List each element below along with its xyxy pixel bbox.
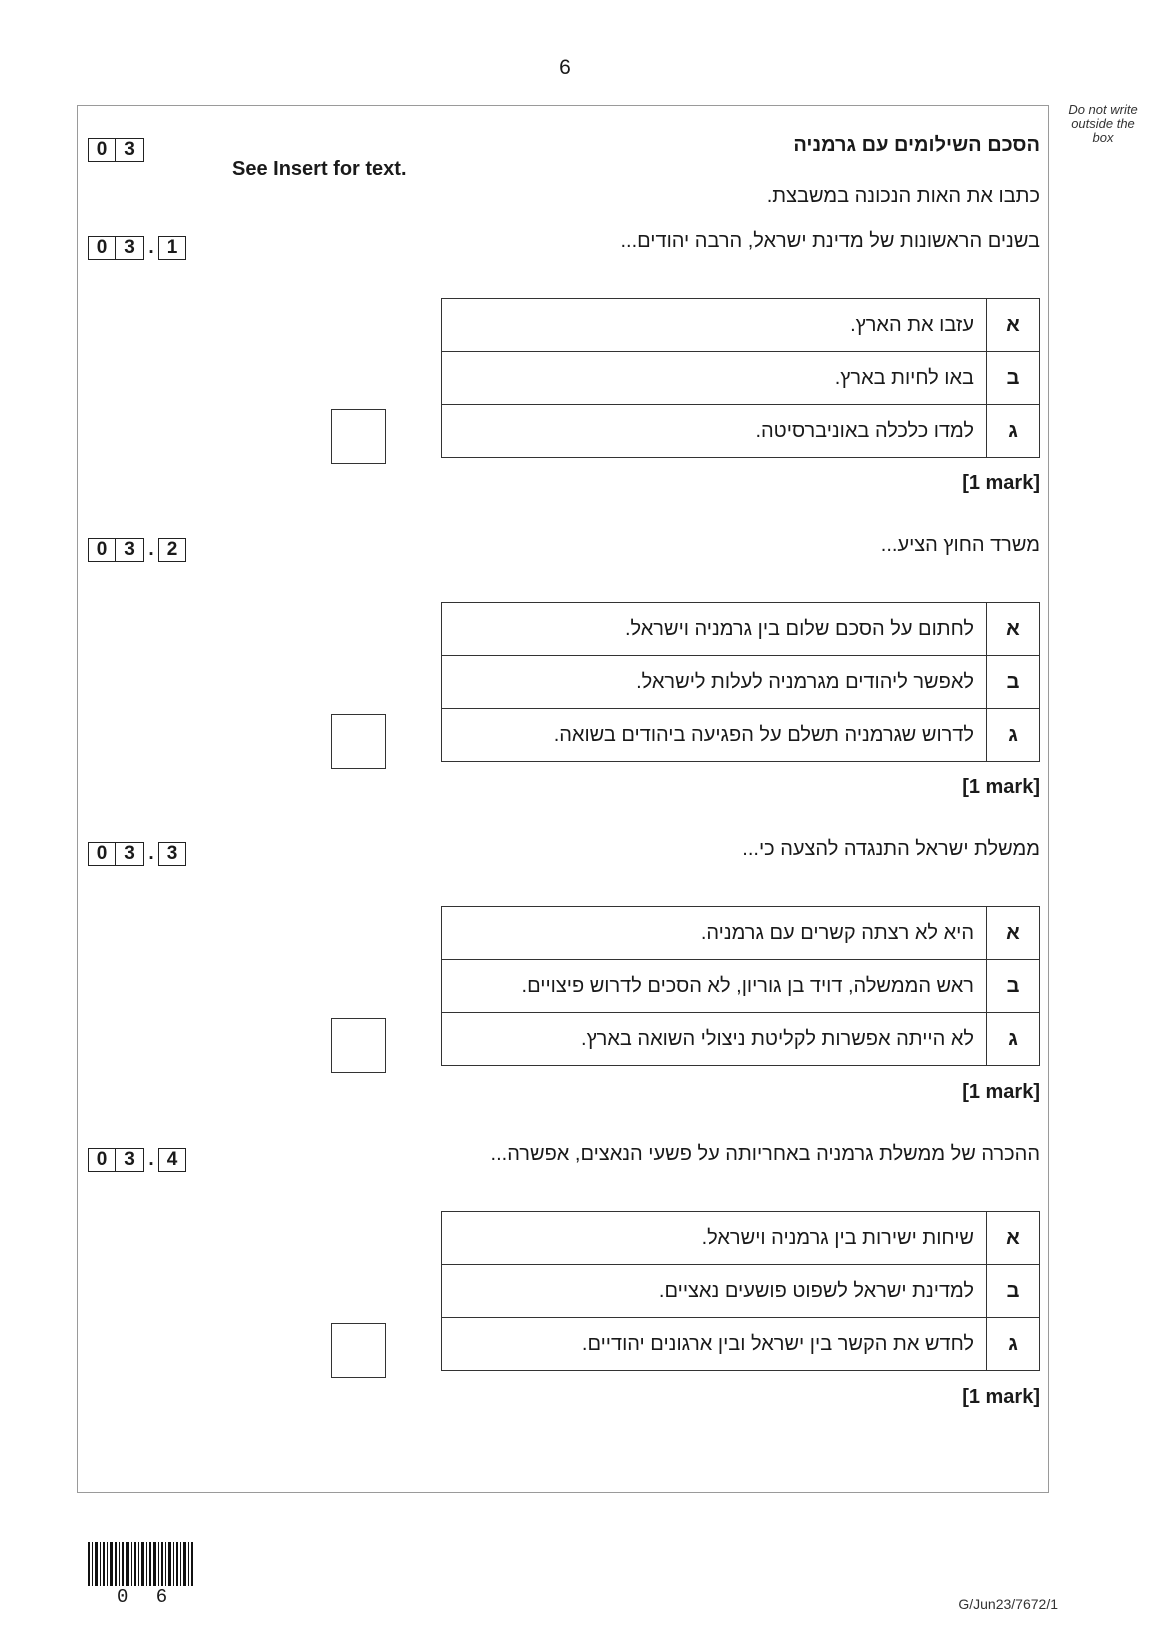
question-number-03-4 bbox=[88, 1148, 186, 1172]
question-number-digit: 3 bbox=[116, 842, 144, 866]
option-letter: א bbox=[987, 1212, 1040, 1265]
option-row bbox=[442, 603, 1040, 656]
options-table bbox=[441, 602, 1040, 762]
option-text: לדרוש שגרמניה תשלם על הפגיעה ביהודים בשואה. bbox=[442, 709, 987, 762]
option-row bbox=[442, 1212, 1040, 1265]
question-number-digit: 0 bbox=[88, 236, 116, 260]
question-stem: ההכרה של ממשלת גרמניה באחריותה על פשעי הנאצים, אפשרה... bbox=[490, 1143, 1040, 1165]
paper-reference: G/Jun23/7672/1 bbox=[958, 1596, 1058, 1612]
option-row bbox=[442, 1318, 1040, 1371]
section-number-digit: 0 bbox=[88, 138, 116, 162]
instruction: כתבו את האות הנכונה במשבצת. bbox=[766, 185, 1040, 207]
section-title: הסכם השילומים עם גרמניה bbox=[793, 134, 1040, 156]
option-text: לחתום על הסכם שלום בין גרמניה וישראל. bbox=[442, 603, 987, 656]
option-row bbox=[442, 352, 1040, 405]
mark-label: [1 mark] bbox=[962, 472, 1040, 494]
answer-box-03-3[interactable] bbox=[331, 1018, 386, 1073]
margin-note: Do not write outside the box bbox=[1068, 102, 1138, 145]
option-letter: ג bbox=[987, 1318, 1040, 1371]
mark-label: [1 mark] bbox=[962, 1386, 1040, 1408]
option-row bbox=[442, 960, 1040, 1013]
option-row bbox=[442, 1265, 1040, 1318]
mark-label: [1 mark] bbox=[962, 776, 1040, 798]
question-number-digit: 0 bbox=[88, 538, 116, 562]
question-number-digit: 0 bbox=[88, 1148, 116, 1172]
option-letter: ב bbox=[987, 656, 1040, 709]
question-number-03-1 bbox=[88, 236, 186, 260]
option-text: למדו כלכלה באוניברסיטה. bbox=[442, 405, 987, 458]
question-number-dot: . bbox=[148, 1149, 154, 1170]
option-letter: ג bbox=[987, 405, 1040, 458]
question-number-digit: 4 bbox=[158, 1148, 186, 1172]
option-letter: א bbox=[987, 299, 1040, 352]
question-number-digit: 1 bbox=[158, 236, 186, 260]
see-insert-note: See Insert for text. bbox=[232, 158, 407, 180]
option-text: שיחות ישירות בין גרמניה וישראל. bbox=[442, 1212, 987, 1265]
question-number-digit: 3 bbox=[116, 1148, 144, 1172]
options-table bbox=[441, 906, 1040, 1066]
question-number-dot: . bbox=[148, 539, 154, 560]
mark-label: [1 mark] bbox=[962, 1081, 1040, 1103]
question-number-dot: . bbox=[148, 237, 154, 258]
answer-box-03-1[interactable] bbox=[331, 409, 386, 464]
question-stem: בשנים הראשונות של מדינת ישראל, הרבה יהודים... bbox=[620, 230, 1040, 252]
section-number bbox=[88, 138, 144, 162]
option-letter: ב bbox=[987, 352, 1040, 405]
option-letter: א bbox=[987, 603, 1040, 656]
option-text: לא הייתה אפשרות לקליטת ניצולי השואה בארץ. bbox=[442, 1013, 987, 1066]
question-number-digit: 2 bbox=[158, 538, 186, 562]
question-number-digit: 3 bbox=[116, 538, 144, 562]
barcode-digits: 0 6 bbox=[117, 1586, 176, 1608]
section-number-digit: 3 bbox=[116, 138, 144, 162]
option-row bbox=[442, 405, 1040, 458]
option-text: באו לחיות בארץ. bbox=[442, 352, 987, 405]
option-letter: א bbox=[987, 907, 1040, 960]
option-text: היא לא רצתה קשרים עם גרמניה. bbox=[442, 907, 987, 960]
option-row bbox=[442, 1013, 1040, 1066]
option-text: לחדש את הקשר בין ישראל ובין ארגונים יהודיים. bbox=[442, 1318, 987, 1371]
options-table bbox=[441, 1211, 1040, 1371]
question-stem: ממשלת ישראל התנגדה להצעה כי... bbox=[742, 838, 1040, 860]
question-number-digit: 3 bbox=[158, 842, 186, 866]
option-row bbox=[442, 907, 1040, 960]
option-text: עזבו את הארץ. bbox=[442, 299, 987, 352]
option-text: למדינת ישראל לשפוט פושעים נאציים. bbox=[442, 1265, 987, 1318]
option-row bbox=[442, 299, 1040, 352]
answer-box-03-2[interactable] bbox=[331, 714, 386, 769]
question-number-03-2 bbox=[88, 538, 186, 562]
option-letter: ג bbox=[987, 1013, 1040, 1066]
option-letter: ב bbox=[987, 1265, 1040, 1318]
option-letter: ב bbox=[987, 960, 1040, 1013]
barcode bbox=[88, 1542, 193, 1586]
answer-box-03-4[interactable] bbox=[331, 1323, 386, 1378]
option-text: ראש הממשלה, דויד בן גוריון, לא הסכים לדרוש פיצויים. bbox=[442, 960, 987, 1013]
option-row bbox=[442, 709, 1040, 762]
question-number-digit: 3 bbox=[116, 236, 144, 260]
page-number: 6 bbox=[559, 56, 571, 79]
option-text: לאפשר ליהודים מגרמניה לעלות לישראל. bbox=[442, 656, 987, 709]
option-letter: ג bbox=[987, 709, 1040, 762]
question-number-dot: . bbox=[148, 843, 154, 864]
question-stem: משרד החוץ הציע... bbox=[880, 534, 1040, 556]
option-row bbox=[442, 656, 1040, 709]
question-number-03-3 bbox=[88, 842, 186, 866]
question-number-digit: 0 bbox=[88, 842, 116, 866]
options-table bbox=[441, 298, 1040, 458]
